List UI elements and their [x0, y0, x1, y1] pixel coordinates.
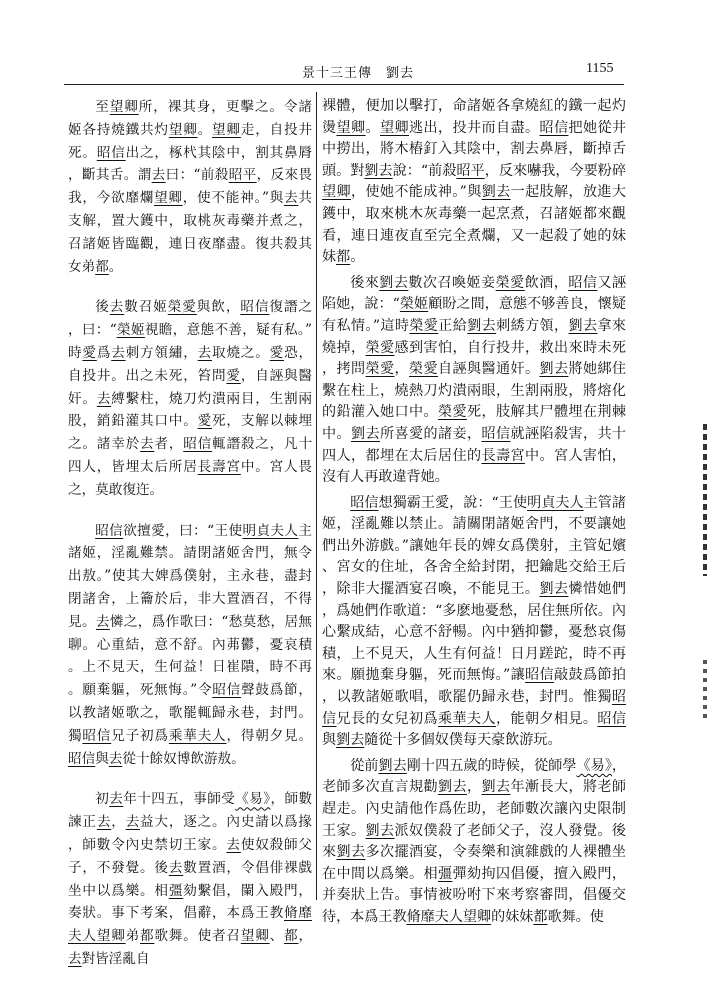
binding-edge-mark-lower	[703, 660, 707, 720]
proper-name-mark: 都	[140, 928, 155, 945]
proper-name-mark: 去	[168, 859, 184, 876]
proper-name-mark: 脩靡夫人望卿	[68, 905, 313, 945]
proper-name-mark: 去	[96, 390, 112, 407]
proper-name-mark: 明貞夫人	[527, 494, 584, 511]
left-paragraph-1: 至望卿所，裸其身，更擊之。令諸姬各持燒鐵共灼望卿。望卿走，自投井死。昭信出之，椓杙其陰中，割其鼻脣，斷其舌。謂去曰：“前殺昭平，反來畏我，今欲靡爛望卿，使不能神。”與去共支解，置大鑊中，取桃灰毒藥并煮之，召諸姬皆臨觀，連日夜靡盡。復共殺其女弟都。	[68, 99, 313, 275]
proper-name-mark: 榮愛	[365, 339, 395, 356]
left-column-classical-text	[68, 96, 312, 971]
proper-name-mark: 去	[111, 344, 126, 361]
proper-name-mark: 昭信	[68, 750, 96, 767]
proper-name-mark: 長壽宮	[481, 447, 525, 464]
right-paragraph-3: 昭信想獨霸王愛，說：“王使明貞夫人主管諸姬，淫亂難以禁止。請關閉諸姬舍門，不要讓她們出外游戲。”讓她年長的婢女爲僕射，主管妃嬪、宮女的住址，各舍全給封閉，把鑰匙交給王后，除非大擺酒宴召喚，不能見王。劉去憐惜她們，爲她們作歌道：“多麽地憂愁，居住無所依。內心繫成結，心意不舒暢。內中猶抑鬱，憂愁哀傷積，上不見天，人生有何益！日月蹉跎，時不再來。願拋棄身軀，死而無悔。”讓昭信敲鼓爲節拍，以教諸姬歌唱，歌罷仍歸永巷，封門。惟獨昭信兄長的女兒初爲乘華夫人，能朝夕相見。昭信與劉去隨從十多個奴僕每天豪飲游玩。	[322, 494, 627, 749]
proper-name-mark: 昭平	[456, 162, 485, 179]
proper-name-mark: 愛	[269, 344, 285, 361]
binding-edge-mark	[703, 424, 707, 576]
proper-name-mark: 昭信	[539, 119, 569, 136]
proper-name-mark: 榮姬	[116, 322, 145, 339]
proper-name-mark: 愛	[226, 367, 241, 384]
left-paragraph-2: 後去數召姬榮愛與飲，昭信復譖之，曰：“榮姬視瞻，意態不善，疑有私。”時愛爲去刺方領繡，去取燒之。愛恐，自投井。出之未死，笞問愛，自誣與醫奸。去縛繫柱，燒刀灼潰兩目，生割兩股，銷鉛灌其口中。愛死，支解以棘埋之。諸幸於去者，昭信輒譖殺之，凡十四人，皆埋太后所居長壽宮中。宮人畏之，莫敢復迕。	[68, 299, 313, 498]
proper-name-mark: 劉去	[568, 317, 598, 334]
proper-name-mark: 去	[109, 791, 124, 808]
proper-name-mark: 昭信	[597, 710, 627, 727]
proper-name-mark: 都	[95, 258, 109, 275]
proper-name-mark: 去	[125, 814, 141, 831]
proper-name-mark: 劉去	[336, 732, 365, 749]
proper-name-mark: 劉去	[336, 844, 366, 861]
proper-name-mark: 榮愛	[365, 361, 395, 378]
proper-name-mark: 榮愛	[495, 274, 525, 291]
proper-name-mark: 劉去	[379, 274, 409, 291]
proper-name-mark: 乘華夫人	[437, 710, 496, 727]
proper-name-mark: 榮姬	[399, 296, 429, 313]
proper-name-mark: 望卿	[380, 119, 409, 136]
left-paragraph-3: 昭信欲擅愛，曰：“王使明貞夫人主諸姬，淫亂難禁。請閉諸姬舍門，無令出敖。”使其大婢爲僕射，主永巷，盡封閉諸舍，上籥於后，非大置酒召，不得見。去憐之，爲作歌曰：“愁莫愁，居無聊。心重結，意不舒。內茀鬱，憂哀積。上不見天，生何益！日崔隤，時不再。願棄軀，死無悔。”令昭信聲鼓爲節，以教諸姬歌之，歌罷輒歸永巷，封門。獨昭信兄子初爲乘華夫人，得朝夕見。昭信與去從十餘奴博飲游敖。	[68, 522, 313, 767]
proper-name-mark: 愛	[197, 413, 213, 430]
right-paragraph-1: 裸體，便加以擊打，命諸姬各拿燒紅的鐵一起灼燙望卿。望卿逃出，投井而自盡。昭信把她從井中撈出，將木樁釘入其陰中，割去鼻唇，斷掉舌頭。對劉去說：“前殺昭平，反來嚇我，今要粉碎望卿，使她不能成神。”與劉去一起肢解，放進大鑊中，取來桃木灰毒藥一起烹煮，召諸姬都來觀看，連日連夜直至完全煮爛，又一起殺了她的妹妹都。	[322, 98, 627, 266]
proper-name-mark: 榮愛	[409, 361, 438, 378]
proper-name-mark: 榮愛	[167, 299, 197, 316]
proper-name-mark: 劉去	[539, 361, 569, 378]
proper-name-mark: 望卿	[168, 121, 198, 138]
proper-name-mark: 昭信	[322, 689, 626, 727]
proper-name-mark: 望卿	[154, 190, 183, 207]
proper-name-mark: 彊	[437, 865, 453, 882]
column-divider	[316, 92, 317, 900]
proper-name-mark: 望卿	[240, 928, 270, 945]
proper-name-mark: 昭信	[212, 682, 242, 699]
proper-name-mark: 去	[140, 436, 155, 453]
right-paragraph-4: 從前劉去剛十四五歲的時候，從師學《易》，老師多次直言規勸劉去，劉去年漸長大，將老師趕走。內史請他作爲佐助，老師數次讓內史限制王家。劉去派奴僕殺了老師父子，沒人發覺。後來劉去多次擺酒宴，令奏樂和演雜戲的人裸體坐在中間以爲樂。相彊彈劾拘囚倡優，擅入殿門，并奏狀上告。事情被吩咐下來考察審問，倡優交待，本爲王教脩靡夫人望卿的妹妹都歌舞。使	[322, 757, 627, 925]
proper-name-mark: 劉去	[539, 581, 569, 598]
proper-name-mark: 劉去	[467, 317, 497, 334]
proper-name-mark: 去	[197, 344, 213, 361]
book-title-mark: 《易》	[235, 791, 271, 808]
proper-name-mark: 望卿	[322, 184, 351, 201]
proper-name-mark: 劉去	[481, 184, 511, 201]
proper-name-mark: 都	[336, 249, 351, 266]
proper-name-mark: 去	[108, 750, 123, 767]
proper-name-mark: 望卿	[109, 99, 139, 115]
proper-name-mark: 昭信	[525, 667, 555, 684]
proper-name-mark: 昭信	[481, 425, 511, 442]
proper-name-mark: 昭信	[95, 522, 124, 539]
proper-name-mark: 昭信	[568, 274, 598, 291]
proper-name-mark: 明貞夫人	[242, 522, 299, 539]
proper-name-mark: 脩靡夫人望卿	[406, 908, 492, 925]
proper-name-mark: 去	[95, 613, 110, 630]
proper-name-mark: 劉去	[364, 162, 393, 179]
proper-name-mark: 都	[533, 908, 548, 925]
proper-name-mark: 昭平	[228, 167, 257, 184]
proper-name-mark: 昭信	[82, 727, 112, 744]
proper-name-mark: 望卿	[336, 119, 366, 136]
proper-name-mark: 彊	[168, 882, 184, 899]
proper-name-mark: 長壽宮	[197, 458, 241, 475]
proper-name-mark: 昭信	[96, 144, 126, 161]
proper-name-mark: 劉去	[481, 779, 511, 796]
left-paragraph-4: 初去年十四五，事師受《易》，師數諫正去，去益大，逐之。內史請以爲掾，師數令內史禁切王家。去使奴殺師父子，不發覺。後去數置酒，令倡俳裸戲坐中以爲樂。相彊劾繫倡，闌入殿門，奏狀。事下考案，倡辭，本爲王教脩靡夫人望卿弟都歌舞。使者召望卿、都，去對皆淫亂自	[68, 791, 313, 967]
page-number: 1155	[586, 61, 614, 76]
proper-name-mark: 去	[96, 814, 112, 831]
proper-name-mark: 去	[226, 836, 241, 853]
proper-name-mark: 去	[151, 167, 166, 184]
proper-name-mark: 昭信	[350, 494, 379, 511]
proper-name-mark: 昭信	[183, 436, 213, 453]
proper-name-mark: 望卿	[212, 121, 241, 138]
proper-name-mark: 劉去	[351, 425, 380, 442]
proper-name-mark: 昭信	[240, 299, 270, 316]
proper-name-mark: 乘華夫人	[168, 727, 227, 744]
proper-name-mark: 榮愛	[437, 404, 467, 421]
right-paragraph-2: 後來劉去數次召喚姬妾榮愛飲酒，昭信又誣陷她，說：“榮姬顧盼之間，意態不够善良，懷疑有私情。”這時榮愛正給劉去刺綉方領，劉去拿來燒掉，榮愛感到害怕，自行投井，救出來時未死，拷問榮愛，榮愛自誣與醫通奸。劉去將她綁住繫在柱上，燒熱刀灼潰兩眼，生割兩股，將熔化的鉛灌入她口中。榮愛死，肢解其尸體埋在荆棘中。劉去所喜愛的諸妾，昭信就誣陷殺害，共十四人，都埋在太后居住的長壽宮中。宮人害怕，沒有人再敢違背她。	[322, 274, 627, 486]
header-rule	[64, 84, 624, 85]
right-column-translation-text	[322, 96, 626, 929]
proper-name-mark: 劉去	[365, 822, 395, 839]
proper-name-mark: 去	[109, 299, 125, 316]
proper-name-mark: 劉去	[378, 757, 407, 774]
running-header-title: 景十三王傳 劉去	[301, 66, 414, 81]
proper-name-mark: 去	[284, 190, 299, 207]
proper-name-mark: 榮愛	[409, 317, 439, 334]
proper-name-mark: 劉去	[437, 779, 467, 796]
proper-name-mark: 去	[68, 950, 82, 967]
proper-name-mark: 都	[284, 928, 299, 945]
proper-name-mark: 愛	[82, 344, 97, 361]
book-title-mark: 《易》	[576, 757, 612, 774]
